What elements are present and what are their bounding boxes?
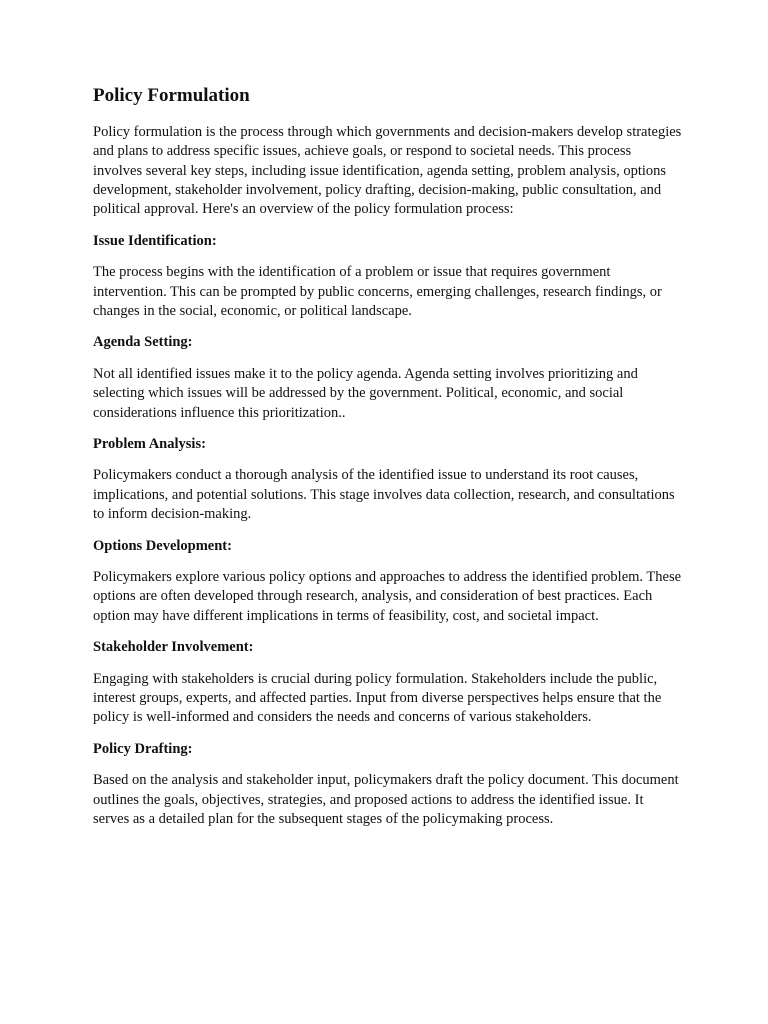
section-body: Policymakers explore various policy options and approaches to address the identified problem. These options are often developed through research, analysis, and consideration of best practices. Each option may have different implications in terms of feasibility, cost, and societal impact.: [93, 569, 682, 624]
section-heading: Options Development:: [93, 537, 232, 554]
page-title: Policy Formulation: [93, 85, 250, 106]
section-options-development: [93, 537, 683, 627]
section-body: Policymakers conduct a thorough analysis of the identified issue to understand its root causes, implications, and potential solutions. This stage involves data collection, research, and consultations to inform decision-making.: [93, 467, 675, 523]
section-stakeholder-involvement: [93, 638, 683, 728]
section-agenda-setting: [93, 333, 683, 423]
section-body: Based on the analysis and stakeholder input, policymakers draft the policy document. This document outlines the goals, objectives, strategies, and proposed actions to address the identified issue. It serves as a detailed plan for the subsequent stages of the policymaking process.: [93, 772, 679, 828]
section-heading: Issue Identification:: [93, 232, 217, 249]
section-heading: Stakeholder Involvement:: [93, 639, 254, 656]
section-problem-analysis: [93, 435, 683, 525]
section-body: Engaging with stakeholders is crucial during policy formulation. Stakeholders include the public, interest groups, experts, and affected parties. Input from diverse perspectives helps ensure that the policy is well-informed and considers the needs and concerns of various stakeholders.: [93, 670, 662, 726]
section-policy-drafting: [93, 740, 683, 830]
section-body: Not all identified issues make it to the policy agenda. Agenda setting involves prioritizing and selecting which issues will be addressed by the government. Political, economic, and social considerations influence this prioritization..: [93, 365, 638, 421]
section-heading: Policy Drafting:: [93, 740, 193, 757]
intro-paragraph: Policy formulation is the process through which governments and decision-makers develop strategies and plans to address specific issues, achieve goals, or respond to societal needs. This process involves several key steps, including issue identification, agenda setting, problem analysis, options development, stakeholder involvement, policy drafting, decision-making, public consultation, and political approval. Here's an overview of the policy formulation process:: [93, 123, 682, 218]
section-body: The process begins with the identification of a problem or issue that requires government intervention. This can be prompted by public concerns, emerging challenges, research findings, or changes in the social, economic, or political landscape.: [93, 264, 662, 319]
section-heading: Problem Analysis:: [93, 435, 206, 452]
section-heading: Agenda Setting:: [93, 334, 193, 351]
document-page: [93, 84, 683, 841]
section-issue-identification: [93, 232, 683, 322]
